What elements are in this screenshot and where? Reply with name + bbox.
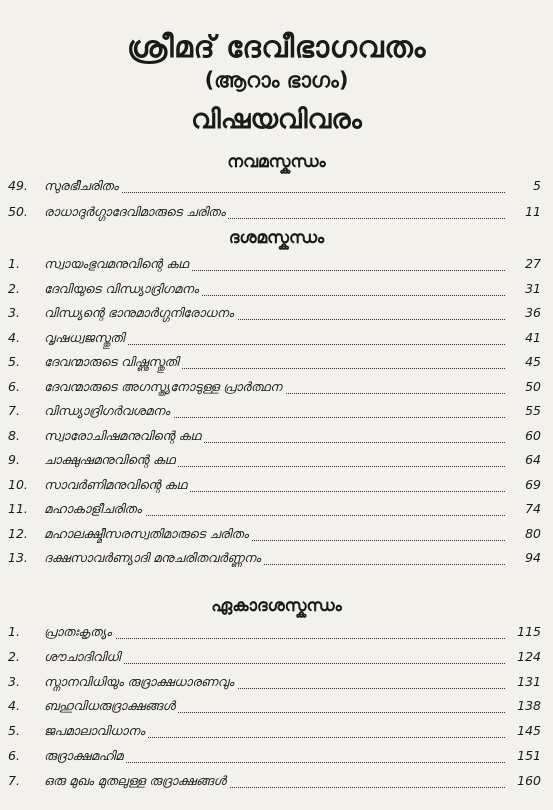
toc-entry bbox=[0, 473, 553, 495]
entry-page-number: 11 bbox=[525, 204, 541, 219]
toc-entry bbox=[0, 424, 553, 446]
toc-entry bbox=[0, 744, 553, 766]
entry-number: 7. bbox=[8, 403, 20, 418]
entry-title: സുരഭീചരിതം bbox=[44, 178, 121, 193]
entry-title: മഹാകാളീചരിതം bbox=[44, 501, 145, 516]
toc-entry bbox=[0, 326, 553, 348]
toc-entry bbox=[0, 277, 553, 299]
entry-page-number: 64 bbox=[525, 452, 541, 467]
entry-title: രുദ്രാക്ഷമഹിമ bbox=[44, 748, 126, 763]
toc-entry bbox=[0, 252, 553, 274]
section-title: ഏകാദശസ്കന്ധം bbox=[211, 596, 342, 616]
entry-page-number: 5 bbox=[533, 178, 541, 193]
toc-entry bbox=[0, 694, 553, 716]
toc-entry bbox=[0, 670, 553, 692]
entry-page-number: 124 bbox=[517, 648, 541, 664]
entry-page-number: 151 bbox=[517, 748, 541, 763]
entry-title: രാധാദുർഗ്ഗാദേവിമാരുടെ ചരിതം bbox=[44, 204, 228, 219]
section-title: നവമസ്കന്ധം bbox=[227, 152, 326, 172]
entry-number: 4. bbox=[8, 698, 20, 714]
entry-page-number: 80 bbox=[525, 525, 541, 541]
entry-page-number: 69 bbox=[525, 476, 541, 492]
entry-title: സ്വാരോചിഷമനുവിന്റെ കഥ bbox=[44, 428, 204, 443]
entry-number: 3. bbox=[8, 673, 20, 689]
entry-title: ബഹുവിധരുദ്രാക്ഷങ്ങൾ bbox=[44, 698, 178, 713]
toc-entry bbox=[0, 719, 553, 741]
entry-title: ദേവന്മാരുടെ വിഷ്ണുസ്തുതി bbox=[44, 354, 182, 369]
entry-page-number: 94 bbox=[525, 550, 541, 565]
entry-number: 13. bbox=[8, 550, 28, 565]
entry-page-number: 50 bbox=[525, 378, 541, 394]
entry-title: ഒരു മുഖം മുതലുള്ള രുദ്രാക്ഷങ്ങൾ bbox=[44, 773, 229, 788]
entry-page-number: 41 bbox=[525, 329, 541, 345]
entry-title: വിന്ധ്യാദ്രിഗർവശമനം bbox=[44, 403, 173, 418]
entry-page-number: 45 bbox=[525, 354, 541, 369]
book-subtitle: (ആറാം ഭാഗം) bbox=[204, 68, 349, 92]
entry-number: 5. bbox=[8, 354, 20, 369]
toc-entry bbox=[0, 497, 553, 519]
toc-entry bbox=[0, 399, 553, 421]
book-title: ശ്രീമദ് ദേവീഭാഗവതം bbox=[127, 30, 426, 65]
entry-number: 2. bbox=[8, 280, 20, 296]
entry-number: 2. bbox=[8, 648, 20, 664]
entry-title: സ്നാനവിധിയും രുദ്രാക്ഷധാരണവും bbox=[44, 674, 237, 689]
entry-page-number: 115 bbox=[517, 624, 541, 639]
entry-page-number: 31 bbox=[525, 280, 541, 296]
entry-number: 11. bbox=[8, 501, 28, 516]
entry-number: 8. bbox=[8, 427, 20, 443]
toc-entry bbox=[0, 769, 553, 791]
entry-number: 9. bbox=[8, 452, 20, 467]
entry-number: 6. bbox=[8, 748, 20, 763]
entry-page-number: 131 bbox=[517, 673, 541, 689]
entry-number: 7. bbox=[8, 772, 20, 788]
toc-entry bbox=[0, 301, 553, 323]
toc-entry bbox=[0, 350, 553, 372]
entry-title: വൃഷധ്വജസ്തുതി bbox=[44, 330, 127, 345]
entry-page-number: 60 bbox=[525, 427, 541, 443]
entry-title: വിന്ധ്യന്റെ ഭാനുമാർഗ്ഗനിരോധനം bbox=[44, 305, 237, 320]
entry-title: ജപമാലാവിധാനം bbox=[44, 723, 148, 738]
entry-title: ചാക്ഷുഷമനുവിന്റെ കഥ bbox=[44, 452, 178, 467]
entry-title: സ്വായംഭുവമനുവിന്റെ കഥ bbox=[44, 256, 191, 271]
entry-title: ദക്ഷസാവർണ്യാദി മനുചരിതവർണ്ണനം bbox=[44, 550, 264, 565]
entry-page-number: 138 bbox=[517, 698, 541, 714]
toc-entry bbox=[0, 200, 553, 222]
entry-page-number: 74 bbox=[525, 501, 541, 516]
toc-entry bbox=[0, 645, 553, 667]
entry-number: 50. bbox=[8, 204, 28, 219]
entry-number: 5. bbox=[8, 723, 20, 739]
toc-entry bbox=[0, 522, 553, 544]
toc-entry bbox=[0, 546, 553, 568]
entry-title: ശൗചാദിവിധി bbox=[44, 649, 123, 664]
entry-page-number: 160 bbox=[517, 772, 541, 788]
entry-title: ദേവന്മാരുടെ അഗസ്ത്യനോടുള്ള പ്രാർത്ഥന bbox=[44, 379, 285, 394]
toc-entry bbox=[0, 620, 553, 642]
entry-title: മഹാലക്ഷ്മീസരസ്വതിമാരുടെ ചരിതം bbox=[44, 526, 252, 541]
toc-entry bbox=[0, 174, 553, 196]
toc-entry bbox=[0, 375, 553, 397]
dot-leader bbox=[50, 638, 505, 639]
entry-number: 6. bbox=[8, 378, 20, 394]
entry-page-number: 145 bbox=[517, 723, 541, 739]
entry-number: 1. bbox=[8, 624, 20, 639]
entry-page-number: 55 bbox=[525, 403, 541, 418]
entry-page-number: 27 bbox=[525, 256, 541, 271]
entry-number: 12. bbox=[8, 525, 28, 541]
entry-number: 3. bbox=[8, 305, 20, 320]
entry-number: 4. bbox=[8, 329, 20, 345]
toc-entry bbox=[0, 448, 553, 470]
entry-number: 10. bbox=[8, 476, 28, 492]
entry-number: 1. bbox=[8, 256, 20, 271]
entry-number: 49. bbox=[8, 178, 28, 193]
section-title: ദശമസ്കന്ധം bbox=[228, 228, 325, 248]
entry-title: ദേവിയുടെ വിന്ധ്യാദ്രിഗമനം bbox=[44, 281, 202, 296]
entry-title: സാവർണിമനുവിന്റെ കഥ bbox=[44, 477, 190, 492]
contents-heading: വിഷയവിവരം bbox=[191, 104, 362, 135]
entry-title: പ്രാതഃകൃത്യം bbox=[44, 624, 115, 639]
entry-page-number: 36 bbox=[525, 305, 541, 320]
